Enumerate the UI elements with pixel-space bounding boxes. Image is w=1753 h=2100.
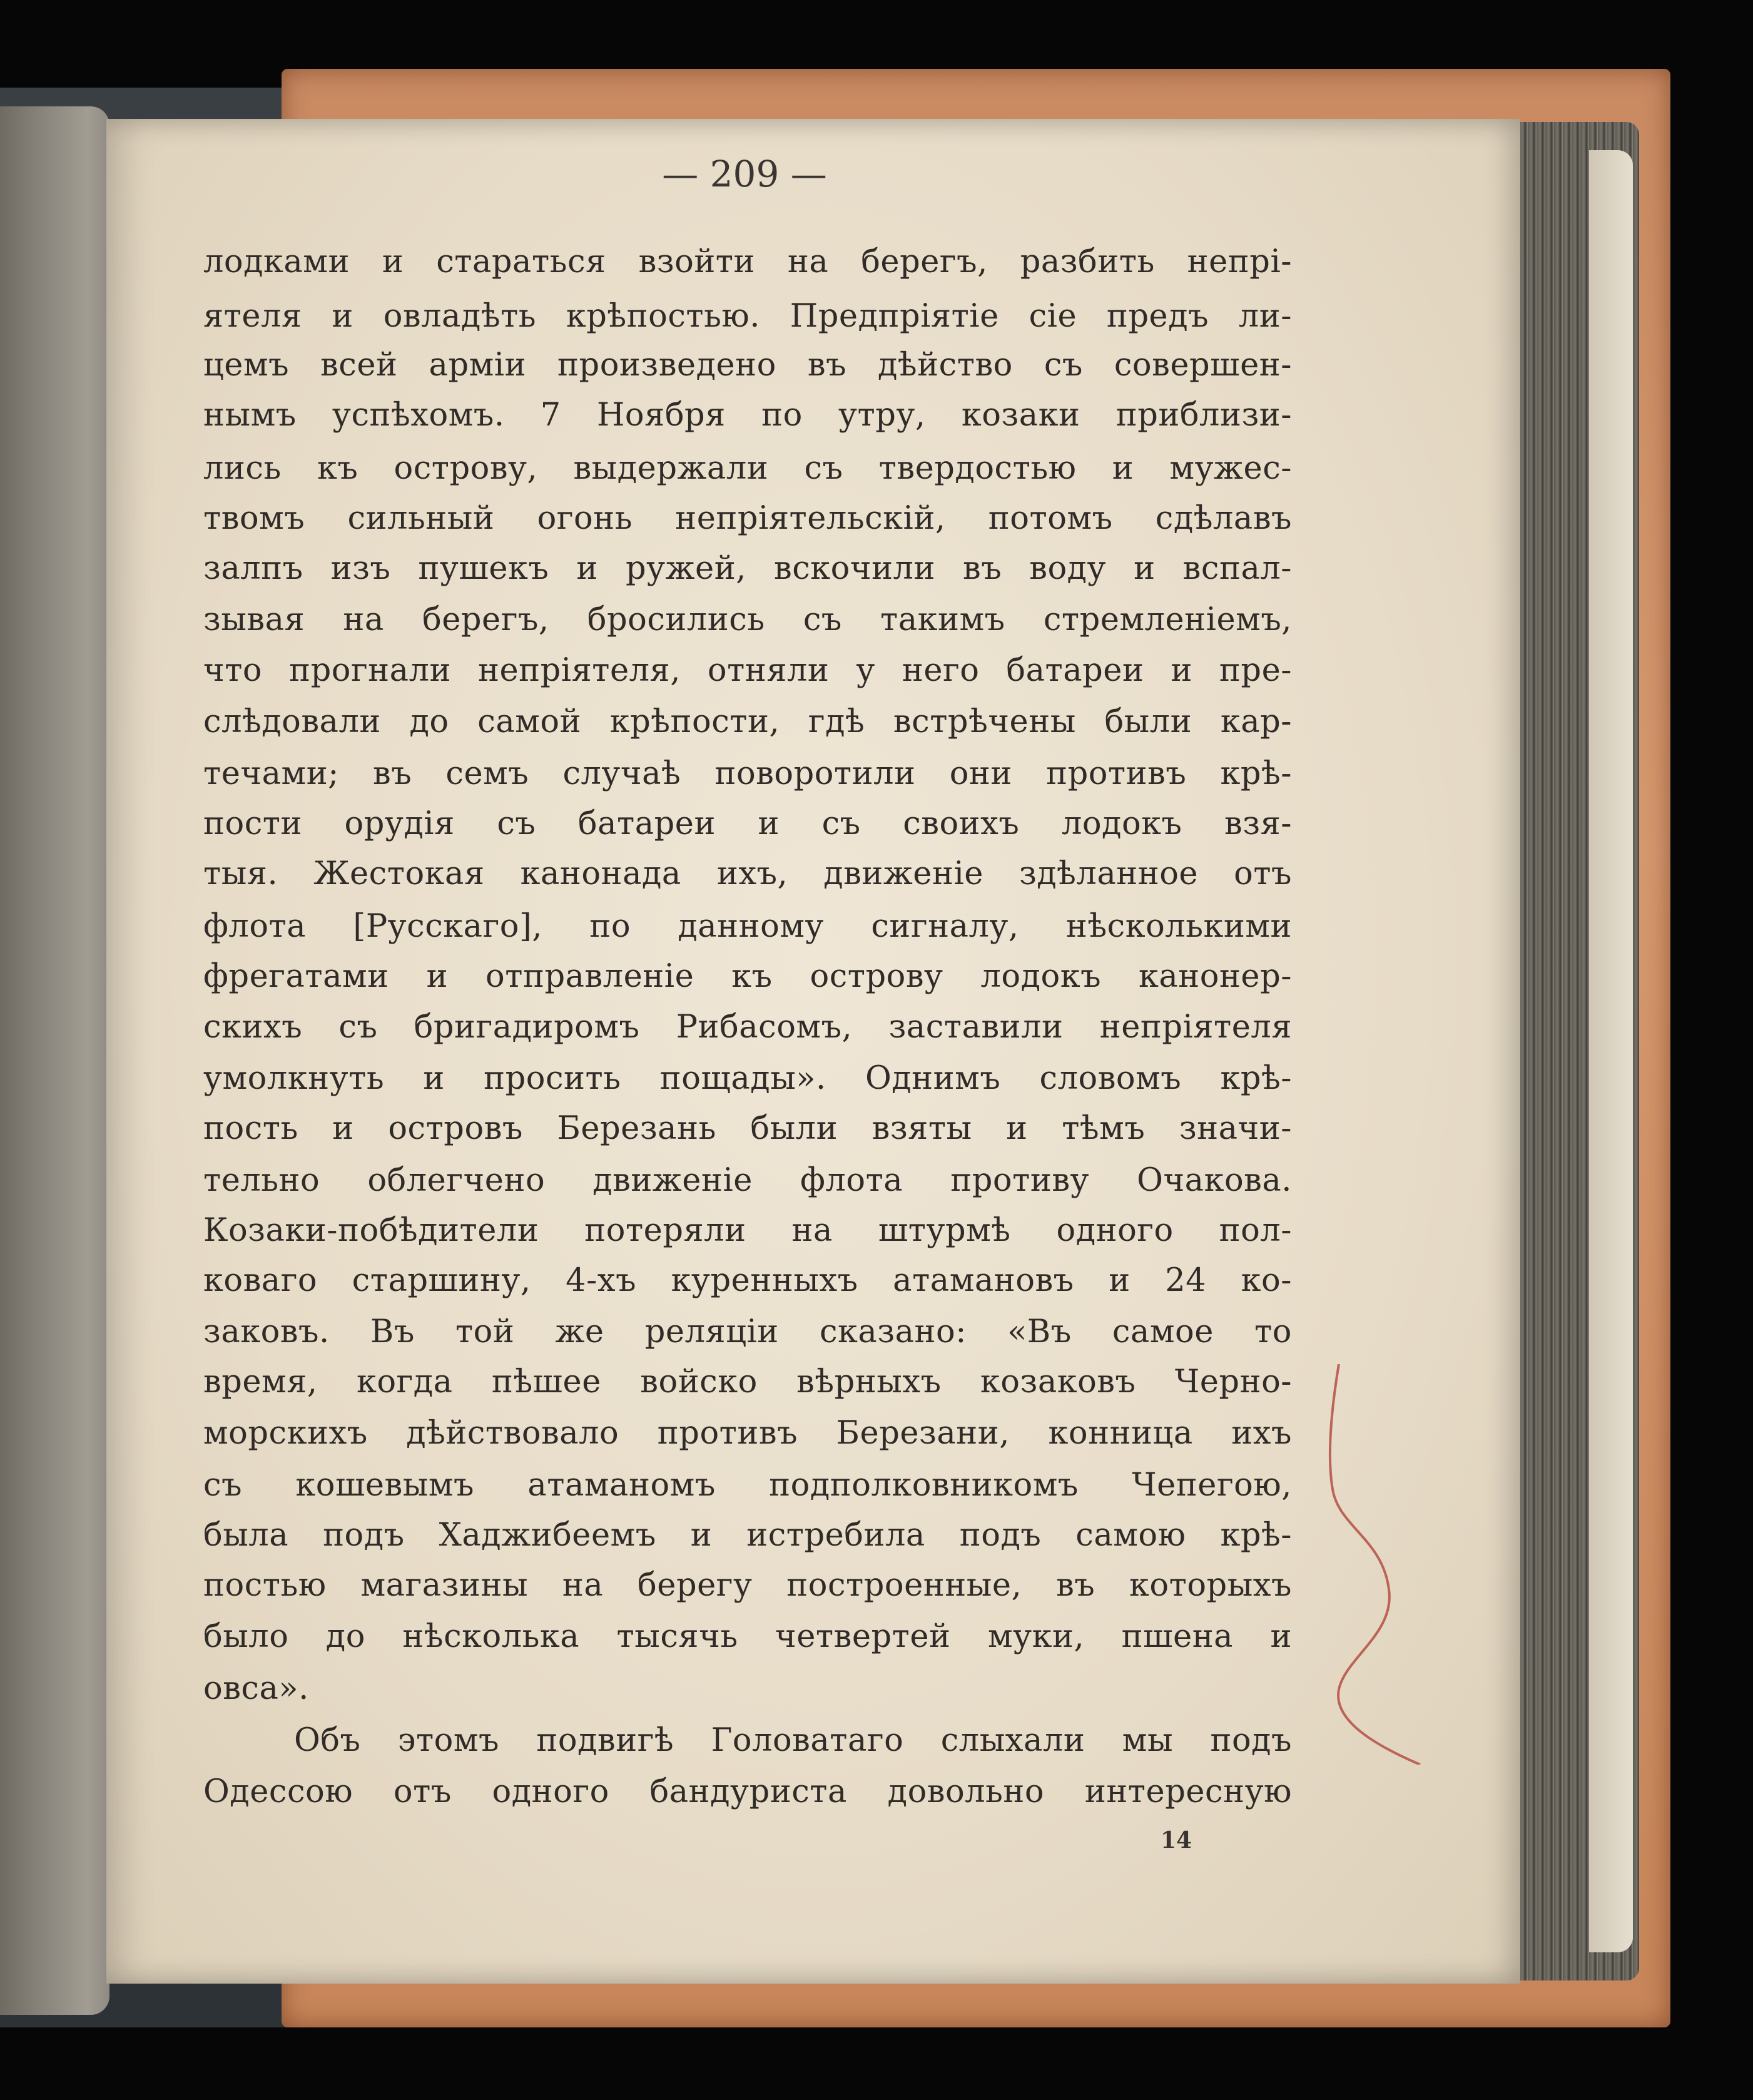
- text-line: ятеля и овладѣть крѣпостью. Предпріятіе сіе предъ ли-: [203, 298, 1292, 335]
- text-line: флота [Русскаго], по данному сигналу, нѣсколькими: [203, 908, 1292, 945]
- text-line: зывая на берегъ, бросились съ такимъ стремленіемъ,: [203, 601, 1292, 638]
- text-line: пости орудія съ батареи и съ своихъ лодокъ взя-: [203, 805, 1292, 842]
- text-line: Одессою отъ одного бандуриста довольно интересную: [203, 1773, 1292, 1810]
- red-pencil-bracket-mark: [1326, 1364, 1426, 1765]
- text-line: лодками и стараться взойти на берегъ, разбить непрі-: [203, 243, 1292, 280]
- text-line: Козаки-побѣдители потеряли на штурмѣ одного пол-: [203, 1212, 1292, 1249]
- text-line: залпъ изъ пушекъ и ружей, вскочили въ воду и вспал-: [203, 550, 1292, 587]
- text-line: время, когда пѣшее войско вѣрныхъ козаковъ Черно-: [203, 1363, 1292, 1400]
- text-line: цемъ всей арміи произведено въ дѣйство съ совершен-: [203, 347, 1292, 384]
- text-line: заковъ. Въ той же реляціи сказано: «Въ самое то: [203, 1313, 1292, 1350]
- left-page-edge: [0, 106, 109, 2015]
- text-line: фрегатами и отправленіе къ острову лодокъ канонер-: [203, 958, 1292, 995]
- text-line: съ кошевымъ атаманомъ подполковникомъ Чепегою,: [203, 1467, 1292, 1504]
- text-line: тельно облегчено движеніе флота противу Очакова.: [203, 1162, 1292, 1199]
- printer-signature-mark: 14: [1161, 1827, 1192, 1853]
- text-line: нымъ успѣхомъ. 7 Ноября по утру, козаки приблизи-: [203, 397, 1292, 434]
- text-line: было до нѣсколька тысячь четвертей муки, пшена и: [203, 1618, 1292, 1655]
- text-line: была подъ Хаджибеемъ и истребила подъ самою крѣ-: [203, 1517, 1292, 1554]
- text-line: морскихъ дѣйствовало противъ Березани, конница ихъ: [203, 1415, 1292, 1452]
- text-line: овса».: [203, 1670, 309, 1707]
- text-line: что прогнали непріятеля, отняли у него батареи и пре-: [203, 652, 1292, 689]
- page-stack-light-edge: [1589, 150, 1633, 1952]
- paragraph-first-line: Объ этомъ подвигѣ Головатаго слыхали мы подъ: [294, 1722, 1292, 1759]
- text-line: слѣдовали до самой крѣпости, гдѣ встрѣчены были кар-: [203, 703, 1292, 740]
- text-line: постью магазины на берегу построенные, въ которыхъ: [203, 1567, 1292, 1604]
- text-line: пость и островъ Березань были взяты и тѣмъ значи-: [203, 1110, 1292, 1147]
- text-line: коваго старшину, 4-хъ куренныхъ атамановъ и 24 ко-: [203, 1262, 1292, 1299]
- text-line: умолкнуть и просить пощады». Однимъ словомъ крѣ-: [203, 1060, 1292, 1097]
- text-line: течами; въ семъ случаѣ поворотили они противъ крѣ-: [203, 755, 1292, 792]
- text-line: тыя. Жестокая канонада ихъ, движеніе здѣланное отъ: [203, 855, 1292, 892]
- text-line: твомъ сильный огонь непріятельскій, потомъ сдѣлавъ: [203, 500, 1292, 537]
- page-number: — 209 —: [662, 153, 827, 195]
- text-line: лись къ острову, выдержали съ твердостью и мужес-: [203, 450, 1292, 487]
- text-line: скихъ съ бригадиромъ Рибасомъ, заставили непріятеля: [203, 1009, 1292, 1046]
